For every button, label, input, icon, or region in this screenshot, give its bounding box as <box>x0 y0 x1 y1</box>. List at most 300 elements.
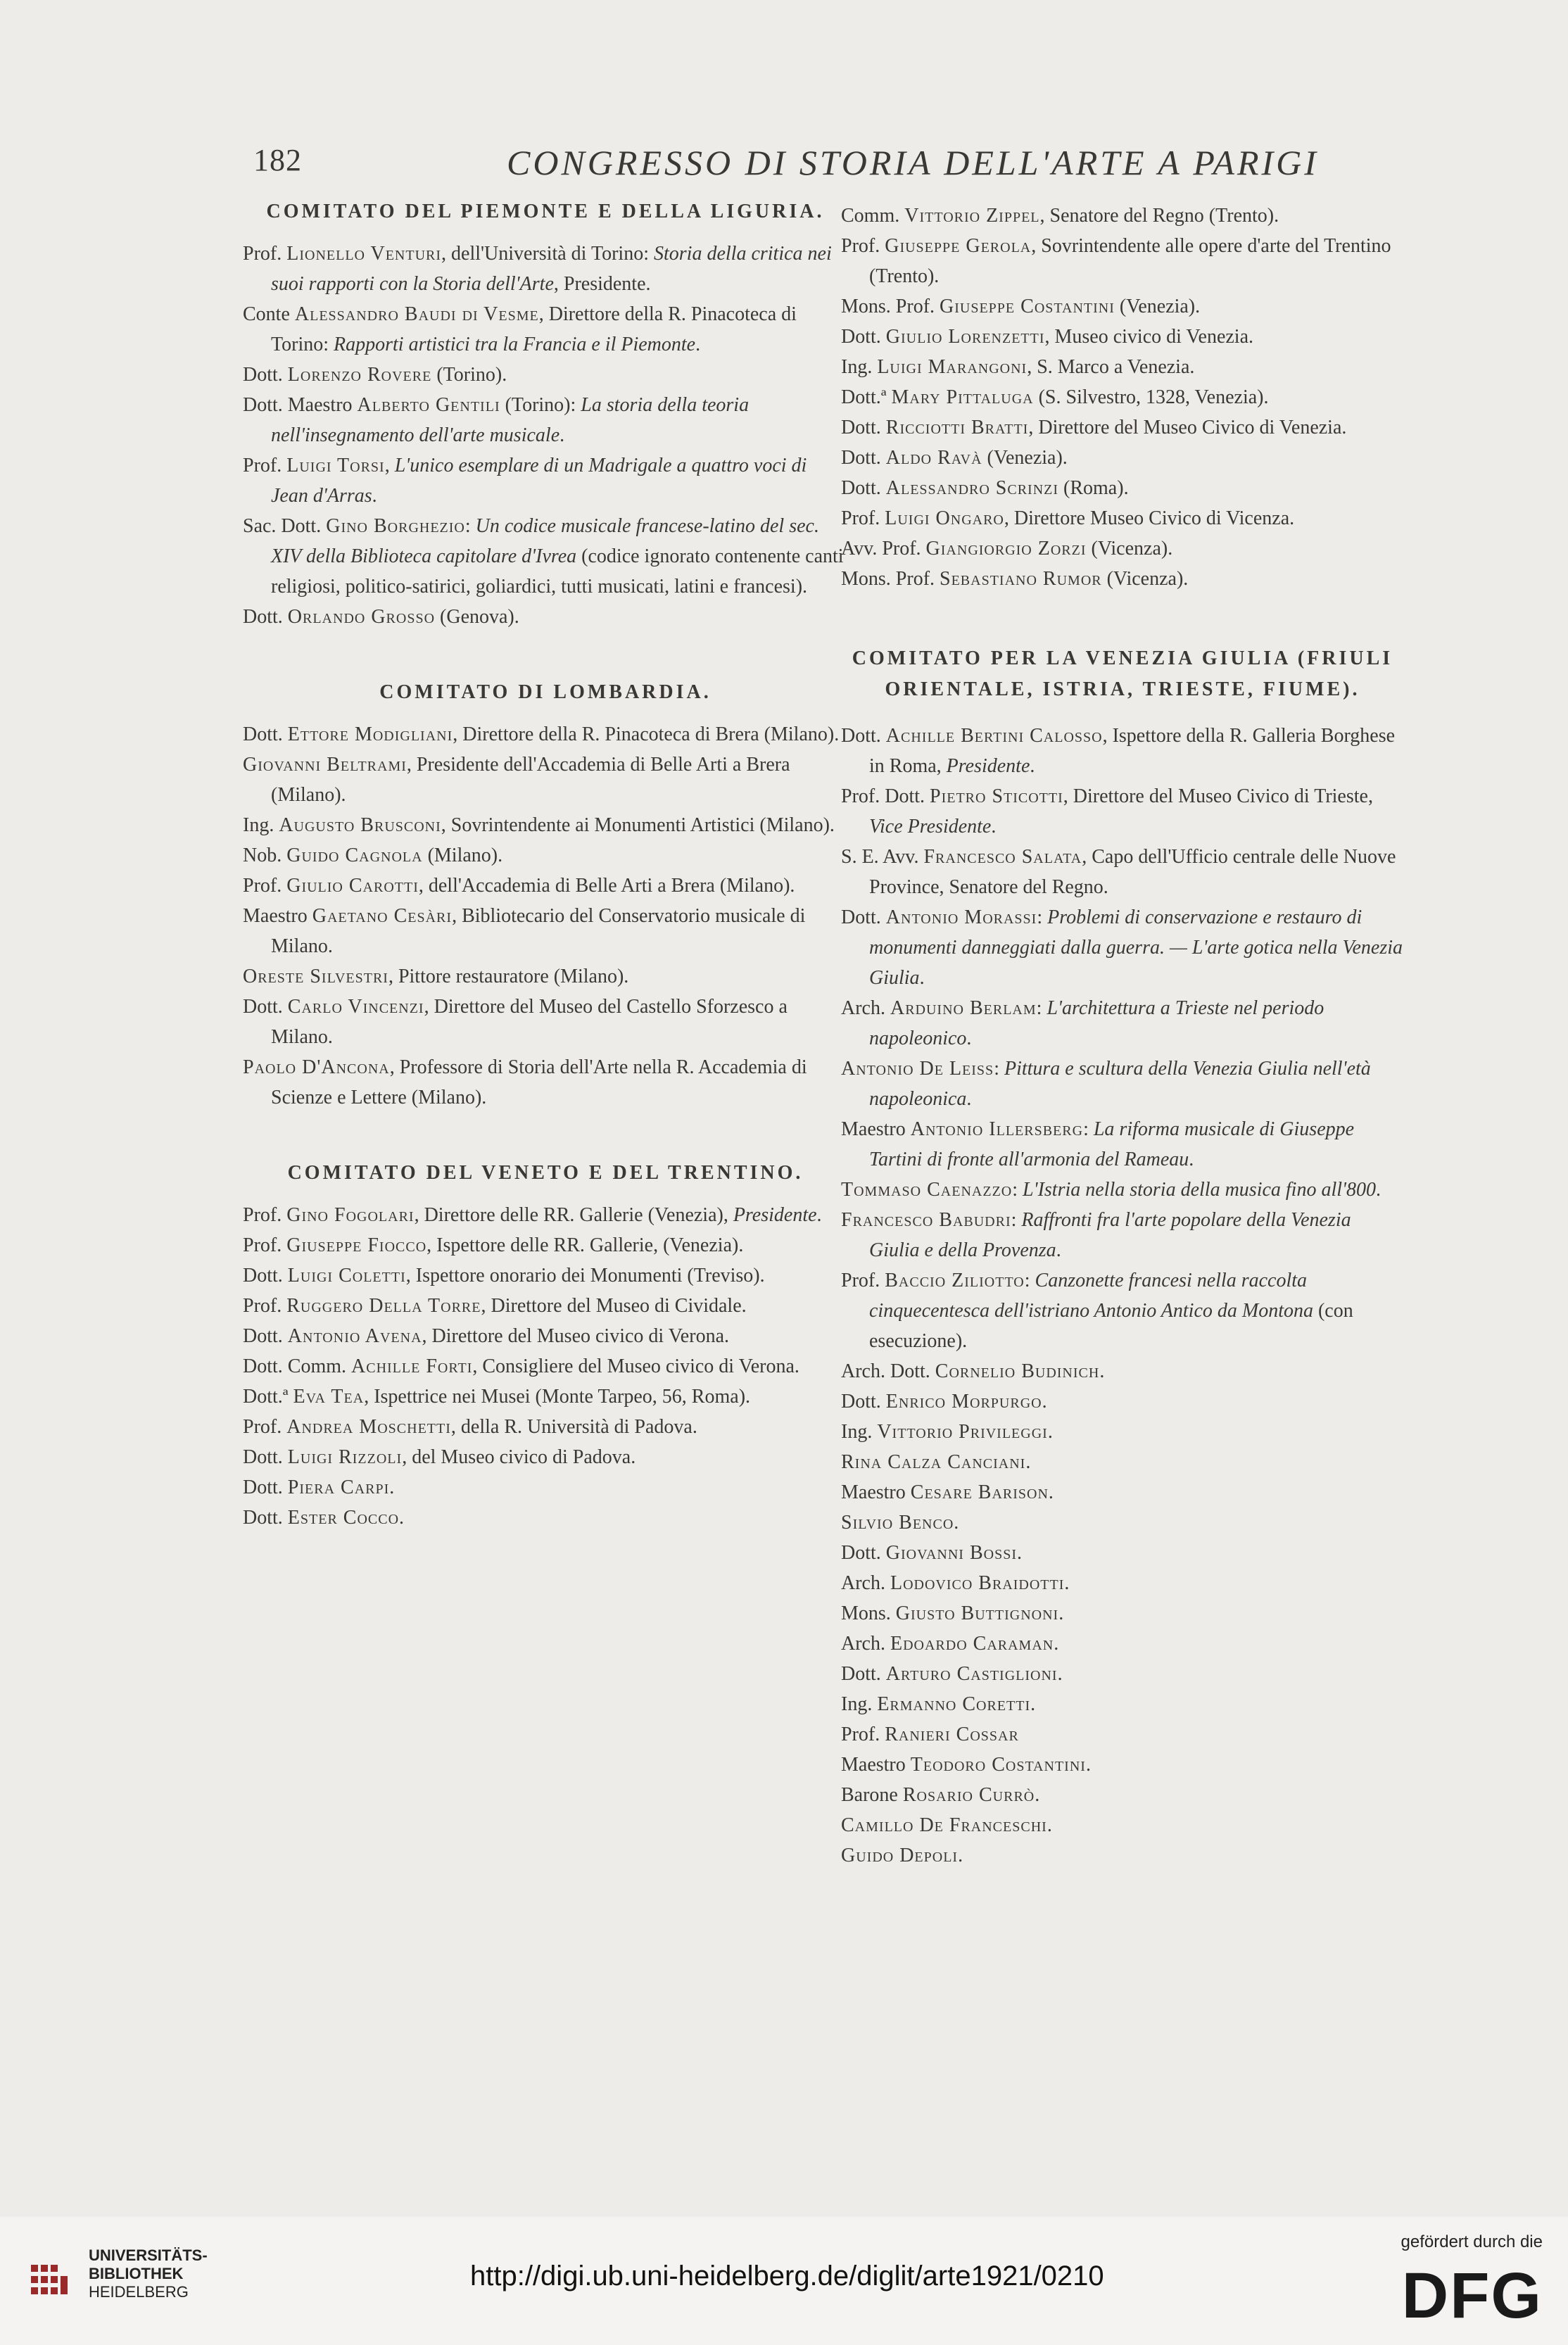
member-name: Orlando Grosso <box>287 606 436 628</box>
member-name: Arduino Berlam <box>890 997 1037 1019</box>
entry-text: . <box>1030 755 1035 777</box>
entry-text: . <box>1042 1391 1047 1412</box>
page-number: 182 <box>253 143 302 177</box>
committee-section <box>841 643 1404 1871</box>
member-entry <box>841 1629 1404 1659</box>
entry-text: , Ispettore onorario dei Monumenti (Treviso). <box>405 1265 765 1287</box>
entry-text: : <box>464 515 476 537</box>
entry-text: (Milano). <box>422 845 503 866</box>
member-entry <box>841 231 1404 291</box>
member-name: Oreste Silvestri <box>243 966 388 987</box>
library-line: BIBLIOTHEK <box>89 2265 184 2282</box>
entry-text: , Capo dell'Ufficio centrale delle Nuove Province, Senatore del Regno. <box>869 846 1396 898</box>
member-entry <box>841 382 1404 412</box>
member-name: Giovanni Bossi <box>885 1542 1017 1564</box>
running-title: CONGRESSO DI STORIA DELL'ARTE A PARIGI <box>507 143 1319 182</box>
entry-text: , Ispettore delle RR. Gallerie, (Venezia). <box>426 1234 744 1256</box>
entry-text: Maestro <box>841 1118 911 1140</box>
entry-text: , S. Marco a Venezia. <box>1027 356 1195 378</box>
entry-text: Maestro <box>243 905 312 927</box>
entry-text: . <box>1056 1239 1061 1261</box>
member-entry <box>841 1538 1404 1568</box>
member-name: Ranieri Cossar <box>885 1724 1019 1745</box>
member-entry <box>243 1260 848 1291</box>
entry-text: , <box>384 455 395 476</box>
entry-text: , dell'Università di Torino: <box>441 243 654 265</box>
page-header <box>246 135 1443 191</box>
member-entry <box>243 1200 848 1230</box>
entry-text: (con esecuzione). <box>869 1300 1353 1352</box>
entry-text: . <box>816 1204 822 1226</box>
member-name: Gaetano Cesàri <box>312 905 453 927</box>
member-name: Giulio Lorenzetti <box>885 326 1045 348</box>
entry-text: : <box>1083 1118 1094 1140</box>
member-name: Augusto Brusconi <box>279 814 441 836</box>
member-name: Piera Carpi <box>287 1477 390 1498</box>
entry-text: , Presidente. <box>553 273 651 295</box>
member-name: Eva Tea <box>293 1386 365 1408</box>
entry-text: Dott.ª <box>841 386 892 408</box>
member-name: Ruggero Della Torre <box>286 1295 481 1317</box>
member-name: Rosario Currò <box>902 1784 1035 1806</box>
member-name: Pietro Sticotti <box>930 785 1063 807</box>
entry-text: Sac. Dott. <box>243 515 327 537</box>
member-name: Tommaso Caenazzo <box>841 1179 1013 1201</box>
member-entry <box>243 450 848 511</box>
member-entry <box>841 352 1404 382</box>
entry-text: Arch. Dott. <box>841 1360 935 1382</box>
entry-text: Dott. <box>243 1446 288 1468</box>
member-entry <box>243 1321 848 1351</box>
member-name: Ermanno Coretti <box>877 1693 1031 1715</box>
entry-text: Dott. <box>243 996 288 1018</box>
member-entry <box>243 390 848 450</box>
entry-text: Dott. <box>841 477 886 499</box>
entry-text: . <box>1064 1572 1070 1594</box>
member-name: Luigi Rizzoli <box>287 1446 403 1468</box>
entry-text: , Direttore Museo Civico di Vicenza. <box>1004 507 1295 529</box>
member-name: Antonio De Leiss <box>841 1058 994 1080</box>
entry-text: Dott. <box>841 725 886 747</box>
member-entry <box>243 299 848 360</box>
paper-title: Un codice musicale francese-latino del sec. XIV della Biblioteca capitolare d'Ivrea <box>271 515 819 567</box>
member-name: Luigi Torsi <box>286 455 385 476</box>
entry-text: Ing. <box>841 1693 878 1715</box>
member-name: Luigi Marangoni <box>877 356 1028 378</box>
paper-title: Rapporti artistici tra la Francia e il Piemonte <box>334 334 696 355</box>
entry-text: Prof. <box>841 507 885 529</box>
entry-text: Nob. <box>243 845 287 866</box>
entry-text: Prof. <box>243 243 287 265</box>
paper-title: Storia della critica nei suoi rapporti con la Storia dell'Arte <box>271 243 832 295</box>
member-name: Arturo Castiglioni <box>885 1663 1058 1685</box>
member-entry <box>243 602 848 632</box>
entry-text: , Museo civico di Venezia. <box>1044 326 1254 348</box>
entry-text: : <box>1011 1209 1022 1231</box>
member-entry <box>841 1508 1404 1538</box>
paper-title: Vice Presidente <box>869 816 992 838</box>
member-name: Gino Fogolari <box>286 1204 415 1226</box>
member-name: Luigi Ongaro <box>885 507 1004 529</box>
member-entry <box>841 1356 1404 1386</box>
entry-text: Prof. <box>243 1204 287 1226</box>
committee-section <box>243 681 848 1113</box>
entry-text: . <box>991 816 997 838</box>
section-heading: COMITATO DEL PIEMONTE E DELLA LIGURIA. <box>266 201 825 222</box>
member-entry <box>841 1689 1404 1719</box>
member-entry <box>243 239 848 299</box>
permalink-url[interactable]: http://digi.ub.uni-heidelberg.de/diglit/arte1921/0210 <box>470 2261 1104 2292</box>
member-entry <box>243 1472 848 1503</box>
member-entry <box>841 1780 1404 1810</box>
member-entry <box>841 1417 1404 1447</box>
entry-text: . <box>1058 1603 1064 1624</box>
paper-title: L'unico esemplare di un Madrigale a quattro voci di Jean d'Arras <box>271 455 807 507</box>
entry-text: . <box>954 1512 959 1534</box>
member-name: Cornelio Budinich <box>935 1360 1100 1382</box>
member-name: Gino Borghezio <box>326 515 465 537</box>
entry-text: Maestro <box>841 1754 911 1776</box>
entry-text: Dott. <box>841 1663 886 1685</box>
member-entry <box>841 503 1404 533</box>
entry-text: , Pittore restauratore (Milano). <box>388 966 629 987</box>
entry-text: , della R. Università di Padova. <box>450 1416 697 1438</box>
entry-text: . <box>1025 1451 1031 1473</box>
entry-text: Dott. <box>841 326 886 348</box>
member-name: Antonio Morassi <box>885 906 1037 928</box>
member-name: Alessandro Scrinzi <box>885 477 1059 499</box>
entry-text: , Sovrintendente ai Monumenti Artistici (Milano). <box>441 814 835 836</box>
member-entry <box>243 901 848 961</box>
member-entry <box>841 1447 1404 1477</box>
entry-text: . <box>919 967 925 989</box>
entry-text: Ing. <box>841 1421 878 1443</box>
member-entry <box>841 1840 1404 1871</box>
member-name: Giovanni Beltrami <box>243 754 407 776</box>
member-name: Giuseppe Gerola <box>885 235 1032 257</box>
entry-text: Dott. Comm. <box>243 1355 352 1377</box>
member-entry <box>243 719 848 750</box>
member-name: Francesco Salata <box>923 846 1082 868</box>
entry-text: , Direttore della R. Pinacoteca di Brera (Milano). <box>453 723 840 745</box>
entry-text: Prof. <box>243 1234 287 1256</box>
member-entry <box>243 992 848 1052</box>
committee-section <box>841 201 1404 594</box>
entry-text: . <box>1047 1421 1053 1443</box>
member-entry <box>841 291 1404 322</box>
section-heading: COMITATO DI LOMBARDIA. <box>379 681 712 703</box>
member-entry <box>841 322 1404 352</box>
entry-text: . <box>966 1028 972 1049</box>
member-entry <box>841 1810 1404 1840</box>
library-line: HEIDELBERG <box>89 2283 189 2301</box>
member-name: Ettore Modigliani <box>287 723 453 745</box>
entry-text: (Vicenza). <box>1086 538 1173 560</box>
entry-text: . <box>372 485 377 507</box>
entry-text: Dott. <box>841 1542 886 1564</box>
member-name: Alberto Gentili <box>357 394 500 416</box>
entry-text: . <box>1035 1784 1040 1806</box>
member-name: Vittorio Zippel <box>904 205 1040 227</box>
committee-section <box>243 1162 848 1533</box>
entry-text: . <box>695 334 701 355</box>
entry-text: , Direttore del Museo di Cividale. <box>481 1295 747 1317</box>
entry-text: , Direttore delle RR. Gallerie (Venezia), <box>414 1204 733 1226</box>
member-name: Cesare Barison <box>910 1481 1049 1503</box>
entry-text: Avv. Prof. <box>841 538 926 560</box>
paper-title: L'architettura a Trieste nel periodo napoleonico <box>869 997 1324 1049</box>
left-column <box>243 201 848 1582</box>
member-name: Edoardo Caraman <box>890 1633 1054 1655</box>
paper-title: Pittura e scultura della Venezia Giulia nell'età napoleonica <box>869 1058 1371 1110</box>
entry-text: , Professore di Storia dell'Arte nella R. Accademia di Scienze e Lettere (Milano). <box>271 1056 807 1108</box>
entry-text: , Direttore del Museo civico di Verona. <box>422 1325 729 1347</box>
member-name: Lionello Venturi <box>286 243 442 265</box>
member-name: Lodovico Braidotti <box>890 1572 1065 1594</box>
entry-text: , Direttore del Museo Civico di Venezia. <box>1028 417 1347 438</box>
member-entry <box>841 564 1404 594</box>
entry-text: Prof. <box>243 1416 287 1438</box>
entry-text: : <box>1012 1179 1023 1201</box>
member-entry <box>243 1291 848 1321</box>
member-name: Giuseppe Costantini <box>940 296 1115 317</box>
member-name: Carlo Vincenzi <box>287 996 424 1018</box>
entry-text: Prof. <box>841 235 885 257</box>
entry-text: S. E. Avv. <box>841 846 924 868</box>
member-entry <box>841 443 1404 473</box>
entry-text: . <box>1099 1360 1105 1382</box>
entry-text: Conte <box>243 303 295 325</box>
entry-text: Dott. <box>243 1325 288 1347</box>
entry-text: (Torino): <box>500 394 581 416</box>
member-name: Alessandro Baudi di Vesme <box>294 303 539 325</box>
member-name: Francesco Babudri <box>841 1209 1011 1231</box>
member-entry <box>243 871 848 901</box>
entry-text: . <box>1189 1149 1194 1170</box>
entry-text: Dott. <box>243 1265 288 1287</box>
entry-text: Arch. <box>841 997 890 1019</box>
entry-text: . <box>389 1477 395 1498</box>
member-entry <box>841 1175 1404 1205</box>
member-name: Guido Depoli <box>841 1845 959 1866</box>
member-name: Rina Calza Canciani <box>841 1451 1026 1473</box>
entry-text: Prof. <box>243 1295 287 1317</box>
entry-text: Mons. Prof. <box>841 568 940 590</box>
entry-text: : <box>1037 906 1048 928</box>
entry-text: . <box>1376 1179 1382 1201</box>
entry-text: : <box>1024 1270 1035 1291</box>
member-entry <box>841 473 1404 503</box>
entry-text: . <box>958 1845 963 1866</box>
member-name: Aldo Ravà <box>885 447 982 469</box>
member-name: Lorenzo Rovere <box>287 364 432 386</box>
member-entry <box>841 842 1404 902</box>
library-name <box>89 2246 208 2301</box>
entry-text: Prof. Dott. <box>841 785 930 807</box>
paper-title: L'Istria nella storia della musica fino all'800 <box>1023 1179 1377 1201</box>
member-name: Giangiorgio Zorzi <box>925 538 1087 560</box>
entry-text: , dell'Accademia di Belle Arti a Brera (Milano). <box>418 875 795 897</box>
member-entry <box>243 750 848 810</box>
member-entry <box>243 360 848 390</box>
entry-text: (Genova). <box>435 606 519 628</box>
entry-text: Ing. <box>243 814 279 836</box>
entry-text: Arch. <box>841 1572 890 1594</box>
paper-title: Presidente <box>733 1204 817 1226</box>
member-name: Andrea Moschetti <box>286 1416 451 1438</box>
member-entry <box>841 533 1404 564</box>
member-entry <box>841 1598 1404 1629</box>
member-name: Guido Cagnola <box>286 845 423 866</box>
entry-text: (Roma). <box>1058 477 1129 499</box>
entry-text: Dott. <box>243 723 288 745</box>
member-name: Teodoro Costantini <box>910 1754 1086 1776</box>
member-name: Ester Cocco <box>287 1507 400 1529</box>
member-name: Silvio Benco <box>841 1512 954 1534</box>
section-heading: COMITATO PER LA VENEZIA GIULIA (FRIULI ORIENTALE, ISTRIA, TRIESTE, FIUME). <box>852 647 1393 700</box>
member-entry <box>243 810 848 840</box>
entry-text: (codice ignorato contenente canti religiosi, politico-satirici, goliardici, tutti musicati, latini e francesi). <box>271 545 844 598</box>
member-name: Luigi Coletti <box>287 1265 406 1287</box>
member-entry <box>243 1382 848 1412</box>
member-name: Giulio Carotti <box>286 875 419 897</box>
viewer-footer <box>0 2217 1568 2345</box>
member-entry <box>841 1659 1404 1689</box>
member-entry <box>841 1205 1404 1265</box>
entry-text: Maestro <box>841 1481 911 1503</box>
member-entry <box>841 201 1404 231</box>
member-entry <box>841 902 1404 993</box>
member-name: Paolo D'Ancona <box>243 1056 390 1078</box>
entry-text: Mons. Prof. <box>841 296 940 317</box>
member-entry <box>243 840 848 871</box>
entry-text: Dott. <box>841 1391 886 1412</box>
entry-text: : <box>1036 997 1047 1019</box>
section-heading: COMITATO DEL VENETO E DEL TRENTINO. <box>287 1162 804 1184</box>
member-name: Giusto Buttignoni <box>895 1603 1059 1624</box>
entry-text: Prof. <box>243 875 287 897</box>
entry-text: . <box>1054 1633 1059 1655</box>
entry-text: . <box>1030 1693 1036 1715</box>
library-line: UNIVERSITÄTS- <box>89 2246 208 2264</box>
entry-text: Arch. <box>841 1633 890 1655</box>
member-entry <box>841 721 1404 781</box>
member-entry <box>841 1114 1404 1175</box>
member-entry <box>841 781 1404 842</box>
member-name: Sebastiano Rumor <box>940 568 1102 590</box>
committee-section <box>243 201 848 632</box>
member-entry <box>841 1568 1404 1598</box>
entry-text: Barone <box>841 1784 903 1806</box>
university-library-logo-icon <box>27 2258 76 2307</box>
paper-title: La storia della teoria nell'insegnamento dell'arte musicale <box>271 394 750 446</box>
member-entry <box>841 1750 1404 1780</box>
member-name: Mary Pittaluga <box>891 386 1034 408</box>
entry-text: (Torino). <box>431 364 507 386</box>
entry-text: Dott. <box>243 1507 288 1529</box>
entry-text: Dott. <box>841 417 886 438</box>
entry-text: , Bibliotecario del Conservatorio musicale di Milano. <box>271 905 806 957</box>
member-name: Camillo De Franceschi <box>841 1814 1047 1836</box>
member-name: Antonio Illersberg <box>910 1118 1084 1140</box>
entry-text: , Direttore del Museo Civico di Trieste, <box>1063 785 1373 807</box>
entry-text: Prof. <box>841 1724 885 1745</box>
entry-text: (Vicenza). <box>1101 568 1189 590</box>
entry-text: , Presidente dell'Accademia di Belle Arti a Brera (Milano). <box>271 754 790 806</box>
entry-text: Dott. Maestro <box>243 394 358 416</box>
entry-text: (Venezia). <box>982 447 1068 469</box>
entry-text: Dott. <box>243 364 288 386</box>
entry-text: (S. Silvestro, 1328, Venezia). <box>1033 386 1269 408</box>
entry-text: , Ispettore della R. Galleria Borghese in Roma, <box>869 725 1396 777</box>
entry-text: Dott. <box>841 447 886 469</box>
entry-text: . <box>1048 1481 1054 1503</box>
member-entry <box>243 1442 848 1472</box>
member-entry <box>243 1351 848 1382</box>
member-name: Baccio Ziliotto <box>885 1270 1025 1291</box>
member-entry <box>841 412 1404 443</box>
member-name: Vittorio Privileggi <box>877 1421 1048 1443</box>
paper-title: Problemi di conservazione e restauro di monumenti danneggiati dalla guerra. — L'arte gotica nella Venezia Giulia <box>869 906 1403 989</box>
entry-text: , Ispettrice nei Musei (Monte Tarpeo, 56, Roma). <box>364 1386 751 1408</box>
entry-text: Ing. <box>841 356 878 378</box>
member-name: Enrico Morpurgo <box>885 1391 1042 1412</box>
member-entry <box>841 1477 1404 1508</box>
entry-text: , Direttore del Museo del Castello Sforzesco a Milano. <box>271 996 788 1048</box>
dfg-logo: DFG <box>1401 2260 1543 2332</box>
member-entry <box>243 1052 848 1113</box>
member-name: Ricciotti Bratti <box>885 417 1029 438</box>
entry-text: Dott. <box>243 606 288 628</box>
entry-text: Dott.ª <box>243 1386 293 1408</box>
entry-text: Mons. <box>841 1603 896 1624</box>
entry-text: . <box>1047 1814 1052 1836</box>
entry-text: (Venezia). <box>1114 296 1201 317</box>
entry-text: , Consigliere del Museo civico di Verona. <box>472 1355 799 1377</box>
member-entry <box>243 1230 848 1260</box>
member-entry <box>841 993 1404 1054</box>
entry-text: , Senatore del Regno (Trento). <box>1039 205 1279 227</box>
entry-text: , del Museo civico di Padova. <box>402 1446 636 1468</box>
entry-text: Dott. <box>243 1477 288 1498</box>
entry-text: : <box>994 1058 1004 1080</box>
sponsor-caption: gefördert durch die <box>1401 2232 1543 2251</box>
entry-text: Prof. <box>243 455 287 476</box>
entry-text: . <box>559 424 565 446</box>
entry-text: Prof. <box>841 1270 885 1291</box>
paper-title: Raffronti fra l'arte popolare della Venezia Giulia e della Provenza <box>869 1209 1351 1261</box>
entry-text: . <box>399 1507 405 1529</box>
member-entry <box>243 1503 848 1533</box>
member-name: Antonio Avena <box>287 1325 422 1347</box>
entry-text: Comm. <box>841 205 905 227</box>
entry-text: , Direttore della R. Pinacoteca di Torino: <box>271 303 797 355</box>
member-entry <box>243 511 848 602</box>
entry-text: Dott. <box>841 906 886 928</box>
paper-title: La riforma musicale di Giuseppe Tartini di fronte all'armonia del Rameau <box>869 1118 1355 1170</box>
member-entry <box>841 1386 1404 1417</box>
member-entry <box>243 1412 848 1442</box>
entry-text: . <box>1085 1754 1091 1776</box>
member-entry <box>841 1054 1404 1114</box>
member-name: Giuseppe Fiocco <box>286 1234 427 1256</box>
entry-text: . <box>1057 1663 1063 1685</box>
entry-text: . <box>966 1088 972 1110</box>
paper-title: Canzonette francesi nella raccolta cinquecentesca dell'istriano Antonio Antico da Montona <box>869 1270 1313 1322</box>
member-entry <box>841 1265 1404 1356</box>
member-entry <box>243 961 848 992</box>
paper-title: Presidente <box>946 755 1030 777</box>
